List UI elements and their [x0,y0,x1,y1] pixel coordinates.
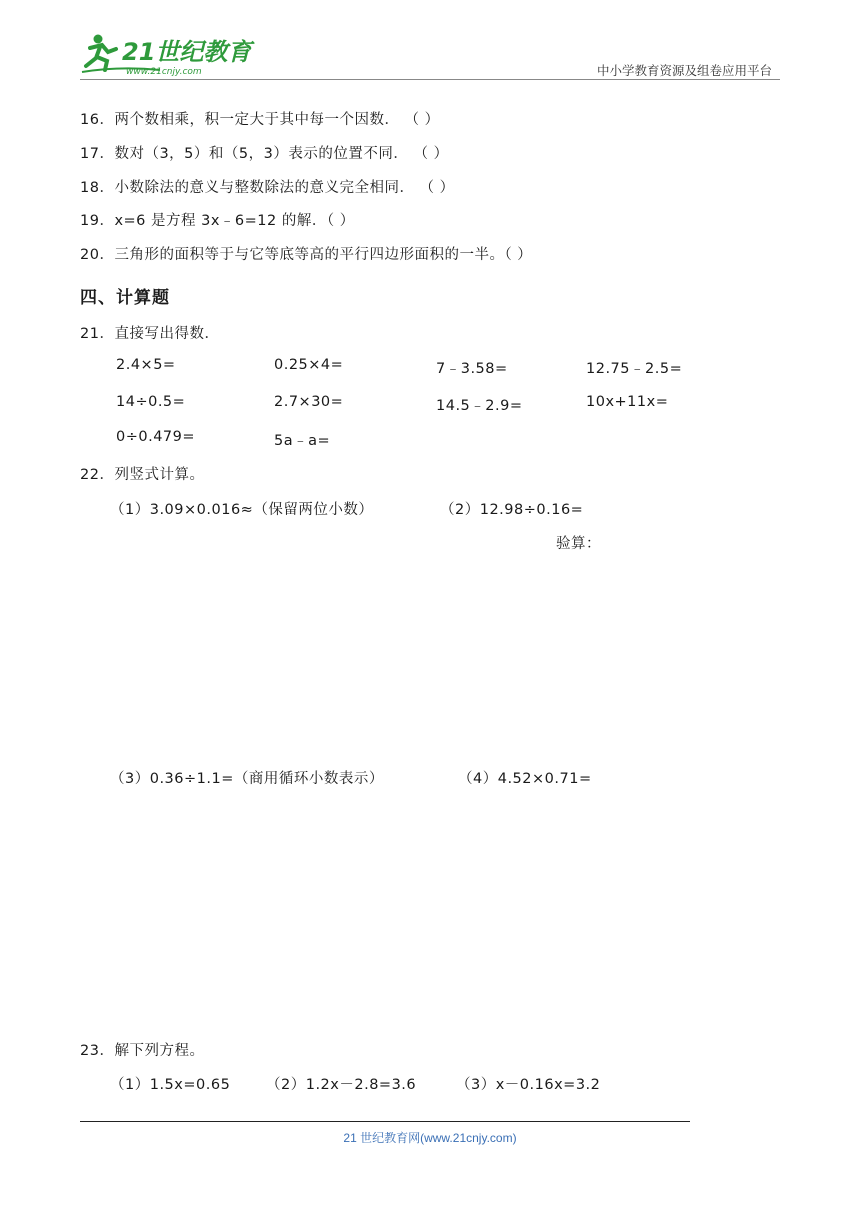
header-platform-text: 中小学教育资源及组卷应用平台 [596,63,772,78]
logo-url: www.21cnjy.com [126,67,202,77]
q23-part-3: （3）x－0.16x=3.2 [456,1077,601,1093]
q22-part-4: （4）4.52×0.71= [458,771,592,787]
q21-item: 7﹣3.58= [436,361,508,377]
question-23-title: 23．解下列方程。 [80,1043,205,1059]
question-21-title: 21．直接写出得数． [80,326,220,342]
q21-item: 12.75﹣2.5= [586,361,683,377]
footer-divider [80,1121,690,1122]
logo-text: 21世纪教育 [122,38,252,66]
q22-part-3: （3）0.36÷1.1=（商用循环小数表示） [110,771,384,787]
q21-item: 5a﹣a= [274,433,331,449]
question-22-title: 22．列竖式计算。 [80,467,205,483]
site-logo [80,28,260,78]
footer-link[interactable]: 21 世纪教育网(www.21cnjy.com) [343,1131,517,1145]
q22-check-label: 验算： [556,536,601,552]
question-17: 17．数对（3，5）和（5，3）表示的位置不同． （ ） [80,146,449,162]
q23-part-2: （2）1.2x－2.8=3.6 [266,1077,417,1093]
q21-item: 10x+11x= [586,394,669,410]
question-18: 18．小数除法的意义与整数除法的意义完全相同． （ ） [80,180,455,196]
q21-item: 0÷0.479= [116,429,196,445]
question-16: 16．两个数相乘，积一定大于其中每一个因数． （ ） [80,112,440,128]
q22-part-1: （1）3.09×0.016≈（保留两位小数） [110,502,374,518]
header-divider [80,79,780,80]
section-title-calculation: 四、计算题 [80,288,170,308]
q21-item: 2.4×5= [116,357,176,373]
q23-part-1: （1）1.5x=0.65 [110,1077,231,1093]
q21-item: 0.25×4= [274,357,344,373]
question-20: 20．三角形的面积等于与它等底等高的平行四边形面积的一半。（ ） [80,247,533,263]
q21-item: 14÷0.5= [116,394,186,410]
q21-item: 2.7×30= [274,394,344,410]
q22-part-2: （2）12.98÷0.16= [440,502,584,518]
question-19: 19．x=6 是方程 3x﹣6=12 的解．（ ） [80,213,355,229]
q21-item: 14.5﹣2.9= [436,398,523,414]
